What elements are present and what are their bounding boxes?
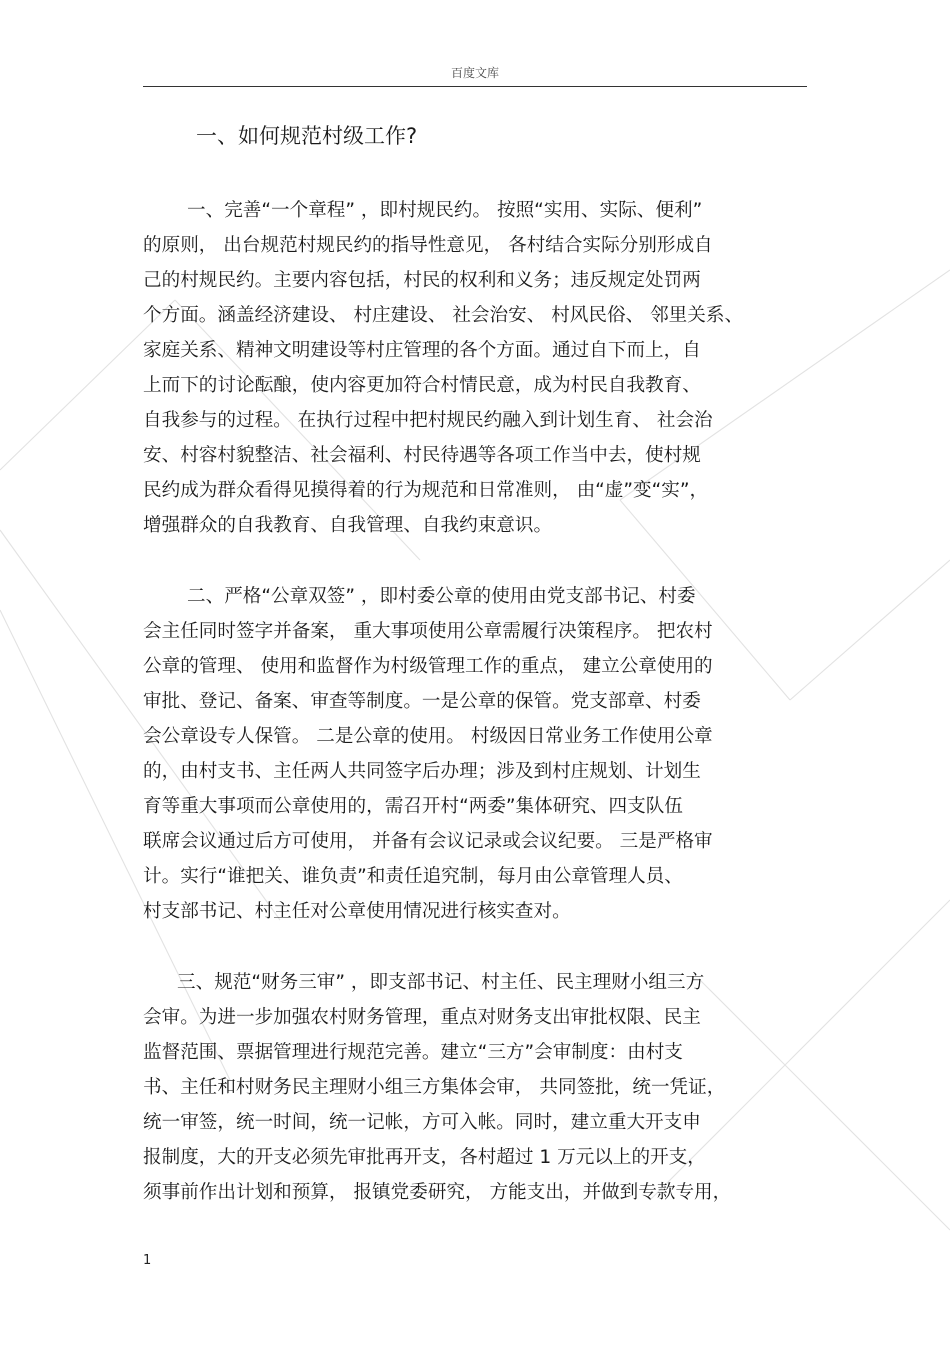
paragraph-line: 监督范围、票据管理进行规范完善。建立“三方”会审制度：由村支 bbox=[143, 1042, 683, 1063]
page-number: 1 bbox=[143, 1253, 152, 1268]
paragraph-line: 公章的管理、 使用和监督作为村级管理工作的重点， 建立公章使用的 bbox=[143, 656, 713, 677]
paragraph-line: 会主任同时签字并备案， 重大事项使用公章需履行决策程序。 把农村 bbox=[143, 621, 713, 642]
paragraph-line: 二、严格“公章双签” ，即村委公章的使用由党支部书记、村委 bbox=[187, 586, 696, 607]
paragraph-line: 个方面。涵盖经济建设、 村庄建设、 社会治安、 村风民俗、 邻里关系、 bbox=[143, 305, 744, 326]
paragraph-line: 计。实行“谁把关、谁负责”和责任追究制，每月由公章管理人员、 bbox=[143, 866, 683, 887]
paragraph-line: 一、完善“一个章程” ，即村规民约。 按照“实用、实际、便利” bbox=[187, 200, 703, 221]
document-title: 一、如何规范村级工作? bbox=[196, 124, 418, 148]
paragraph-line: 增强群众的自我教育、自我管理、自我约束意识。 bbox=[143, 515, 553, 536]
paragraph-line: 民约成为群众看得见摸得着的行为规范和日常准则， 由“虚”变“实”， bbox=[143, 480, 709, 501]
paragraph-line: 上而下的讨论酝酿，使内容更加符合村情民意，成为村民自我教育、 bbox=[143, 375, 701, 396]
paragraph-line: 三、规范“财务三审” ，即支部书记、村主任、民主理财小组三方 bbox=[177, 972, 705, 993]
paragraph-line: 联席会议通过后方可使用， 并备有会议记录或会议纪要。 三是严格审 bbox=[143, 831, 713, 852]
paragraph-line: 自我参与的过程。 在执行过程中把村规民约融入到计划生育、 社会治 bbox=[143, 410, 713, 431]
section-2-paragraph bbox=[143, 579, 813, 929]
paragraph-line: 会公章设专人保管。 二是公章的使用。 村级因日常业务工作使用公章 bbox=[143, 726, 713, 747]
paragraph-line: 统一审签，统一时间，统一记帐，方可入帐。同时，建立重大开支申 bbox=[143, 1112, 701, 1133]
paragraph-line: 会审。为进一步加强农村财务管理，重点对财务支出审批权限、民主 bbox=[143, 1007, 701, 1028]
paragraph-line: 安、村容村貌整洁、社会福利、村民待遇等各项工作当中去，使村规 bbox=[143, 445, 701, 466]
paragraph-line: 的，由村支书、主任两人共同签字后办理；涉及到村庄规划、计划生 bbox=[143, 761, 701, 782]
page-header bbox=[143, 62, 807, 87]
paragraph-line: 报制度，大的开支必须先审批再开支，各村超过 1 万元以上的开支， bbox=[143, 1147, 706, 1168]
paragraph-line: 己的村规民约。主要内容包括，村民的权利和义务；违反规定处罚两 bbox=[143, 270, 701, 291]
paragraph-line: 家庭关系、精神文明建设等村庄管理的各个方面。通过自下而上，自 bbox=[143, 340, 701, 361]
paragraph-line: 育等重大事项而公章使用的，需召开村“两委”集体研究、四支队伍 bbox=[143, 796, 683, 817]
paragraph-line: 书、主任和村财务民主理财小组三方集体会审， 共同签批，统一凭证， bbox=[143, 1077, 726, 1098]
paragraph-line: 村支部书记、村主任对公章使用情况进行核实查对。 bbox=[143, 901, 571, 922]
paragraph-line: 的原则， 出台规范村规民约的指导性意见， 各村结合实际分别形成自 bbox=[143, 235, 713, 256]
section-1-paragraph bbox=[143, 193, 813, 543]
header-text: 百度文库 bbox=[450, 66, 499, 80]
paragraph-line: 须事前作出计划和预算， 报镇党委研究， 方能支出，并做到专款专用， bbox=[143, 1182, 732, 1203]
paragraph-line: 审批、登记、备案、审查等制度。一是公章的保管。党支部章、村委 bbox=[143, 691, 701, 712]
section-3-paragraph bbox=[143, 965, 813, 1210]
